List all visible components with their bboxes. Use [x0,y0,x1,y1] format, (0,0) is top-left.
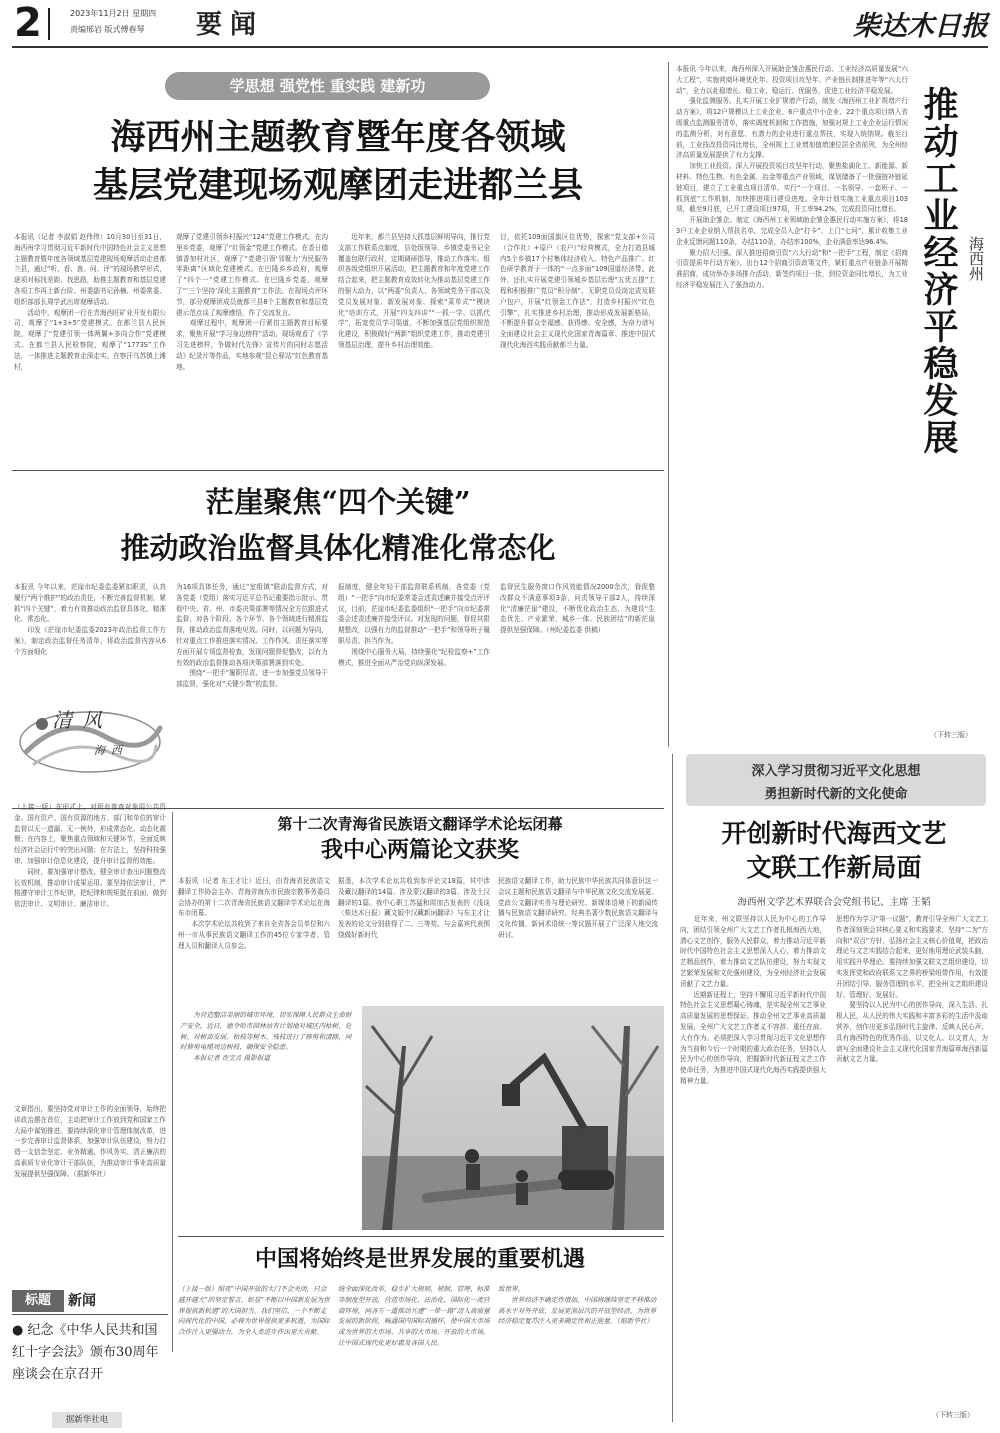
article6-col3: 致世界。 世界经济不确定性增加，中国将继续坚定不移推动高水平对外开放，发展更高层次的开放型经济，为世界经济稳定复苏注入更多确定性和正能量。（据新华社） [498,1285,657,1326]
article5-byline: 海西州文学艺术界联合会党组书记、主席 王韬 [737,897,931,908]
article1-title-line2: 基层党建现场观摩团走进都兰县 [92,165,583,206]
article5-header-box [686,754,986,806]
photo-caption: 为营造整洁美丽的城市环境，切实保障人民群众生命财产安全，近日，德令哈市园林站有计划地对城区内枯树、危树、对树苗发展、枯枝等树木、残枝进行了修剪和清除，同时修剪电缆周边树枝，确保安全隐患。 本报记者 查宝音 摄影报道 [180,1011,352,1063]
article4-col2: 据悉，本次学术论坛共收到参评论文18篇，其中涉及藏汉翻译的14篇、涉及蒙汉翻译的3篇、涉及土汉翻译的1篇。我中心职工苏猛和周加古发表的《浅谈〈柴达木日报〉藏文版中汉藏新词翻译》与东主才让发表的论文分别获得了二、三等奖。与会嘉宾代表围绕做好新时代 [338,877,490,939]
haixi-text: 海西 [94,744,128,757]
article1-col4: 目，依托109面国旗区位优势，探索“党支部+公司（合作社）+原户（农户）”经营模式，全力打造县城内5个乡镇17个村集体经济收入，特色产品推广、红色研学教育于一体的“一点多面”109国道经济带。此外，还扎实开展党建引领城乡基层治理“五优五提”工程和积极推广党员“积分制”、无职党员设岗定责及联户包户，开展“红领金工作法”，打造乡村振兴“红色引擎”，扎实推进乡村治理，推动形成发展新格局，不断提升群众幸福感、获得感、安全感，为奋力谱写全面建设社会主义现代化国家青海篇章、推进中国式现代化海西实践贡献都兰力量。 [500,233,655,349]
news-index-label-left: 标题 [24,1293,51,1308]
news-index-label-box [12,1290,64,1312]
article5-title-line1: 开创新时代海西文艺 [721,819,947,848]
article5-col2: 思想作为学习“第一议题”，教育引导全州广大文艺工作者深刻领会其核心要义和实践要求，坚持“二为”方向和“双百”方针，弘扬社会主义核心价值观，把政治理论与文艺实践结合起来，更好地用理论武装头脑，用实践升华理论。要持续加强文联文艺组织建设，切实发挥党和政府联系文艺界的桥梁纽带作用，有效提升团结引导、服务管理的水平，把全州文艺组织建设好、管理好、发展好。 要坚持以人民为中心的创作导向，深入生活、扎根人民，从人民的伟大实践和丰富多彩的生活中汲取营养，创作出更多弘扬时代主旋律、反映人民心声、具有海西特色的优秀作品，以文化人、以文育人，为谱写全面建设社会主义现代化国家青海篇章海西新篇贡献文艺力量。 [836,915,988,1064]
qingfeng-haixi-logo [14,694,166,790]
qingfeng-text: 清风 [52,708,112,732]
banner [165,72,490,100]
article3-col2: 为16项具体任务，通过“室组镇”联动监督方式，对各党委（党组）落实习近平总书记重要指示批示、贯彻中央、省、州、市委决策部署等情况全方位跟进式监督，对各个阶段、各个环节、各个领域进行精准监督，推动政治监督落地见效。同时，以问题为导向，针对重点工作推进落实情况、工作作风、责任落实等方面开展专项监督检查，发现问题督促整改，以有力有效的政治监督推动各项决策部署落到实处。 围绕“一把手”履职尽责、进一步加强党员领导干部监督，强化对“关键少数”的监督。 [176,583,328,689]
news-index-label-right: 新闻 [68,1293,96,1309]
news-index-source: 据新华社电 [65,1415,109,1425]
article4-title-line1: 第十二次青海省民族语文翻译学术论坛闭幕 [277,815,563,833]
article4-col1: 本报讯（记者 东主才让）近日，由青海省民族语文翻译工作协会主办、青海省海东市民族宗教事务委员会协办的第十二次青海省民族语文翻译学术论坛在海东市闭幕。 本次学术论坛共收到了来自全省各会员单位和六州一市从事民族语文翻译工作的45位专家学者、管理人员和翻译人员参会。 [178,877,330,950]
article1-col1: 本报讯（记者 李淑娟 赵伟伟）10月30日至31日，海西州学习贯彻习近平新时代中国特色社会主义思想主题教育暨年度各领域基层党建现场观摩活动走进都兰县，通过“听、看、查、问、评”的现场教学形式，逐项对标找差距、找思路，助推主题教育和基层党建各项工作再上新台阶。州委副书记孙楠、州委常委、组织部部长周学武出席观摩活动。 活动中，观摩团一行在青海西旺矿业开发有限公司，观摩了“1+3+5”党建模式。在都兰县人民医院，观摩了“党建引领一体两翼+多向合作”党建模式。在都兰县人民检察院，观摩了“1773S”工作法，一体推进主题教育走深走实。在察汗乌苏镇上滩村， [14,233,166,371]
article5-col1: 近年来，州文联坚持以人民为中心的工作导向，团结引领全州广大文艺工作者扎根海西大地，潜心文艺创作，服务人民群众，着力推动习近平新时代中国特色社会主义思想深入人心，着力推动文艺精品创作，着力推动文艺队伍建设，努力实现文艺繁荣发展和文化强州建设，为全州经济社会发展贡献了文艺力量。 近期新征程上，坚持不懈用习近平新时代中国特色社会主义思想凝心铸魂，是实现全州文艺事业高质量发展的思想保证。推动全州文艺事业高质量发展，全州广大文艺工作者义不容辞、重任在肩、大有作为。必须把深入学习贯彻习近平文化思想作为当前和今后一个时期的重大政治任务，坚持以人民为中心的创作导向，把握新时代新征程文艺工作使命任务，为推进中国式现代化海西实践提供强大精神力量。 [680,915,826,1085]
article2-continued-note: （下转三版） [930,731,972,739]
paper-name: 柴达木日报 [853,11,988,42]
article4-col3: 民族语文翻译工作，助力民族中华民族共同体意识这一会议主题和民族语文翻译与中华民族文化交流发展更、党政公文翻译实务与理论研究、新媒体语境下的新闻传播与民族语文翻译研究、经典名著少数民族语文翻译与文化传播、新词术语统一等议题开展了广泛深入地交流研讨。 [498,877,658,939]
masthead-rule [12,46,988,48]
article2-vertical-title: 推动工业经济平稳发展 [918,86,959,456]
divider-right-column [668,62,669,747]
article6-col2: 统全面深化改革，稳步扩大规则、规制、管理、标准等制度型开放，营造市场化、法治化、国际化一流营商环境，同各方一道推动共建“一带一路”迈入高质量发展的新阶段，畅通国内国际双循环，使中国大市场成为世界的大市场、共享的大市场、开放的大市场，让中国式现代化更好惠及各国人民。 [338,1285,490,1347]
divider-right-lower [672,754,673,1422]
tree-pruning-photo [362,1006,664,1230]
article1-col3: 近年来，都兰县坚持大抓基层鲜明导向，推行党支部工作联系点制度，县处级领导、乡镇党委书记全覆盖包联行政村，定期调研指导，推动工作落实。组织各级党组织开展活动，把主题教育和年度党建工作结合起来，把主题教育成效转化为推动基层党建工作的强大动力，以“两委”负责人、各领域党务干部以及党员发展对象、新发展对象、探索“菜单式”“模块化”培训方式，开展“四支四讲”“一抓一学、以抓代学”，拓宽党员学习渠道，不断加强基层党组织规范化建设，积极做好“两新”组织党建工作，推动党建引领基层治理，提升乡村治理效能。 [338,233,490,349]
article4-title-line2: 我中心两篇论文获奖 [320,837,519,863]
divider-a1 [12,470,664,471]
article3-col3: 报制度，健全年轻干部监督联系机制，各党委（党组）“一把手”向市纪委常委会述责述廉并接受点评评议，目前，茫崖市纪委监委组织“一把手”向市纪委常委会述责述廉并接受评议。对发现的问题，督促其限期整改，以强有力的监督推动“一把手”和领导班子履职尽责、担当作为。 围绕中心服务大局，持续强化“纪检监察+”工作模式，推进全面从严治党向纵深发展。 [338,583,490,667]
news-index [12,1290,168,1428]
article1-col2: 观摩了党建引领乡村振兴“124”党建工作模式。在沟里乡党委，观摩了“红领金”党建工作模式。在香日德镇香加村社区，观摩了“党建引领‘邻聚力’为民服务零距离”区域化党建模式。在巴隆乡乡政府，观摩了“四个一”党建工作模式。在巴隆乡党委，观摩了“‘三个坚持’深化主题教育”工作法。在现场点评环节，部分观摩团成员就都兰县8个主题教育和基层党建示范点谈了观摩感悟，作了交流发言。 观摩过程中，观摩团一行紧扣主题教育目标要求，聚焦开展“学习身边榜样”活动，现场观看了《学习先进榜样，争做时代先锋》宣传片的同时志愿活动》纪录片等作品，实地参观“昆仑驿站”红色教育基地。 [176,233,328,371]
article3-title-line1: 茫崖聚焦“四个关键” [205,485,471,519]
page-number-bar [48,8,50,40]
editors-line: 责编邢岩 版式傅春琴 [70,25,145,34]
news-index-source-box [52,1412,122,1428]
date-line: 2023年11月2日 星期四 [70,9,157,18]
article3-title-line2: 推动政治监督具体化精准化常态化 [120,531,556,565]
section-name: 要闻 [196,10,265,40]
article5-title-line2: 文联工作新局面 [746,853,922,882]
divider-photo [178,1236,664,1237]
article5-header-line2: 勇担新时代新的文化使命 [764,787,908,802]
news-index-rule [12,1314,168,1315]
continued-col2: 文章指出，要坚持党对审计工作的全面领导，始终把讲政治摆在首位，主动把审计工作放到党和国家工作大局中谋划推进。要持续深化审计管理体制改革，进一步完善审计监督体系，加强审计队伍建设，努力打造一支信念坚定、业务精通、作风务实、清正廉洁的高素质专业化审计干部队伍，为推动审计事业高质量发展提供坚强保障。（据新华社） [14,1105,166,1178]
banner-text: 学思想 强党性 重实践 建新功 [229,77,426,95]
divider-left-lower [172,812,173,1352]
article6-title: 中国将始终是世界发展的重要机遇 [254,1246,585,1272]
continued-col1: （上接一版）在形式上，对所有普查对象用公共资金、国有资产、国有资源的地方、部门和单位的审计监督以无一遗漏、无一例外，形成常态化、动态化震慑；在内容上，聚焦重点领域和关键环节，全面反映经济社会运行中的突出问题；在方法上，坚持科技强审，加强审计信息化建设，提升审计监督的效能。 同时，要加强审计整改，健全审计查出问题整改长效机制，推动审计成果运用。要坚持依法审计，严格遵守审计工作纪律，把纪律和规矩挺在前面，做到依法审计、文明审计、廉洁审计。 [14,803,166,909]
article2-vertical-place: 海西州 [967,236,985,281]
page-number: 2 [14,0,42,46]
article3-col1: 本报讯 今年以来，茫崖市纪委监委紧扣职责，认真履行“两个维护”的政治责任，不断完善监督机制，紧抓“四个关键”，着力有效推动政治监督具体化、精准化、常态化。 印发《茫崖市纪委监委2023年政治监督工作方案》，制定政治监督任务清单，将政治监督内容从6个方面细化 [14,583,166,656]
article5-header-line1: 深入学习贯彻习近平文化思想 [751,764,921,779]
article2-col1: 本报讯 今年以来，海西州深入开展助企雏企惠民行动、工业经济高质量发展“六大工程”，实施营商环境优化年、投资项目攻坚年、产业链长制推进年等“六大行动”，全力以赴稳增长、稳工业、稳运行、优服务，促进工业经济平稳发展。 强化监测服务。扎实开展工业扩规增产行动，制发《海西州工业扩规增产行动方案》，将12户规模以上工业企业、6户重点中小企业、22个重点项目纳入省级重点监测服务清单，落实调度机制和工作措施，加强对规上工业企业运行情况的监测分析，对有意愿、有潜力的企业进行重点帮扶，实现入统纳规。截至目前，工业技改投资同比增长，全州规上工业增加值增速位居全省前列，为全州经济高质量发展提供了有力支撑。 加快工业投资。深入开展投资项目攻坚年行动，聚焦盐湖化工、新能源、新材料、特色生物、有色金属、冶金等重点产业领域，谋划储备了一批强链补链延链项目，建立了工业重点项目清单，实行“一个项目、一名领导、一套班子、一抓到底”工作机制，加快推进项目建设进度。全年计划实施工业重点项目103项，截至9月底，已开工建设项目97项，开工率94.2%，完成投资同比增长。 开展助企雏企。制定《海西州工业领域助企雏企惠民行动实施方案》，将183户工业企业纳入帮扶名单，完成全员入企“打卡”、上门“七问”，累计收集工业企业反馈问题110条，办结110条，办结率100%，企业满意率达96.4%。 聚力招大引强。深入推进招商引资“六大行动”和“一把手”工程，制定《招商引资提质年行动方案》，出台12个招商引资政策文件，紧盯重点产业链条开展精准招商，成功举办多场推介活动，新签约项目一批，到位资金同比增长，为工业经济平稳发展注入了强劲动力。 [676,65,908,289]
article1-title-line1: 海西州主题教育暨年度各领域 [110,117,566,158]
article3-col4: 监督民生服务窗口作风效能情况2000余次，督促整改群众不满意事项3条，问责领导干部2人，持续深化“清廉茫崖”建设，不断优化政治生态，为建设“生态优先、产业繁荣、城乡一体、民族团结”的新茫崖提供坚强保障。（州纪委监委 供稿） [500,583,655,635]
article5-continued-note: （下转三版） [932,1411,974,1419]
news-index-item[interactable]: ● 纪念《中华人民共和国红十字会法》颁布30周年座谈会在京召开 [12,1323,159,1382]
masthead [0,0,1000,50]
article6-col1: （上接一版）照亮“中国开放的大门不会关闭，只会越开越大”的坚定誓言，彰显“不断以中国新发展为世界提供新机遇”的大国担当。我们坚信，一个不断走向现代化的中国，必将为世界提供更多机遇，为国际合作注入更强动力，为全人类进步作出更大贡献。 [178,1285,330,1337]
